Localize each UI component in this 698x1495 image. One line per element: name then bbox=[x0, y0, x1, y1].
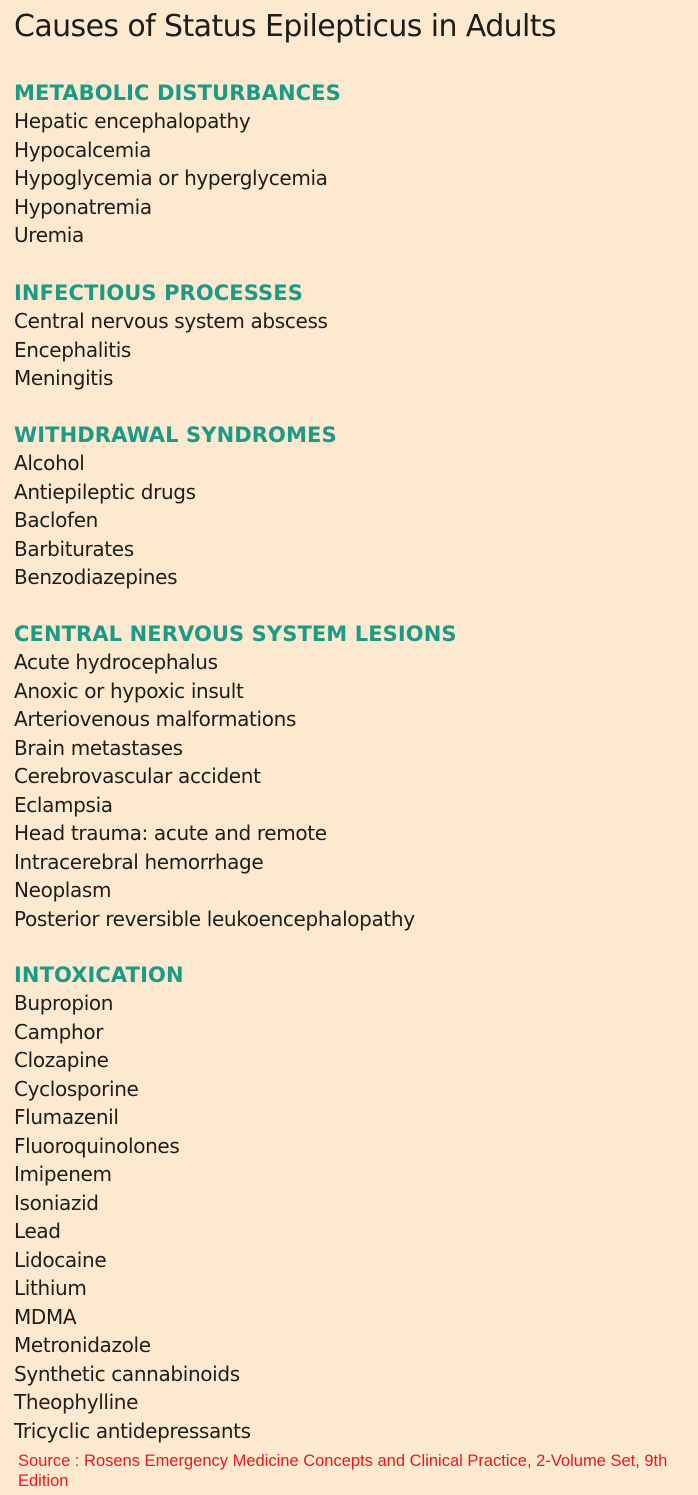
list-item: Bupropion bbox=[14, 991, 114, 1015]
section-intoxication bbox=[14, 961, 251, 1445]
section-item-list bbox=[14, 648, 457, 933]
section-infectious-processes bbox=[14, 279, 328, 393]
list-item: Neoplasm bbox=[14, 878, 112, 902]
list-item: Benzodiazepines bbox=[14, 565, 178, 589]
list-item: Synthetic cannabinoids bbox=[14, 1361, 240, 1386]
section-heading: CENTRAL NERVOUS SYSTEM LESIONS bbox=[14, 622, 457, 646]
list-item: Metronidazole bbox=[14, 1333, 151, 1357]
section-item-list bbox=[14, 307, 328, 393]
list-item: Eclampsia bbox=[14, 792, 113, 817]
section-heading: INFECTIOUS PROCESSES bbox=[14, 281, 303, 305]
list-item: Brain metastases bbox=[14, 735, 183, 760]
list-item: Arteriovenous malformations bbox=[14, 707, 297, 731]
list-item: Baclofen bbox=[14, 508, 98, 532]
list-item: Hypoglycemia or hyperglycemia bbox=[14, 166, 328, 190]
list-item: Intracerebral hemorrhage bbox=[14, 849, 264, 874]
section-item-list bbox=[14, 449, 337, 592]
list-item: Hepatic encephalopathy bbox=[14, 109, 251, 133]
section-central-nervous-system-lesions bbox=[14, 620, 457, 933]
list-item: Uremia bbox=[14, 223, 84, 247]
list-item: Lead bbox=[14, 1219, 61, 1243]
list-item: Anoxic or hypoxic insult bbox=[14, 678, 244, 703]
list-item: Isoniazid bbox=[14, 1190, 99, 1215]
list-item: Lithium bbox=[14, 1276, 87, 1300]
page-title: Causes of Status Epilepticus in Adults bbox=[14, 9, 556, 44]
list-item: Posterior reversible leukoencephalopathy bbox=[14, 906, 415, 931]
list-item: Barbiturates bbox=[14, 536, 134, 561]
list-item: Meningitis bbox=[14, 366, 114, 390]
list-item: Encephalitis bbox=[14, 337, 131, 362]
list-item: Head trauma: acute and remote bbox=[14, 821, 327, 845]
section-heading: INTOXICATION bbox=[14, 963, 184, 987]
list-item: Camphor bbox=[14, 1019, 104, 1044]
section-heading: WITHDRAWAL SYNDROMES bbox=[14, 423, 337, 447]
list-item: Imipenem bbox=[14, 1162, 112, 1186]
list-item: Clozapine bbox=[14, 1048, 109, 1072]
list-item: Cyclosporine bbox=[14, 1076, 139, 1101]
list-item: MDMA bbox=[14, 1304, 77, 1329]
list-item: Theophylline bbox=[14, 1390, 139, 1414]
section-item-list bbox=[14, 107, 341, 250]
list-item: Fluoroquinolones bbox=[14, 1133, 180, 1158]
list-item: Tricyclic antidepressants bbox=[14, 1418, 251, 1443]
section-metabolic-disturbances bbox=[14, 79, 341, 250]
list-item: Hypocalcemia bbox=[14, 137, 152, 162]
list-item: Hyponatremia bbox=[14, 194, 152, 219]
section-withdrawal-syndromes bbox=[14, 421, 337, 592]
list-item: Acute hydrocephalus bbox=[14, 650, 218, 674]
list-item: Central nervous system abscess bbox=[14, 309, 328, 333]
list-item: Alcohol bbox=[14, 451, 85, 475]
section-heading: METABOLIC DISTURBANCES bbox=[14, 81, 341, 105]
section-item-list bbox=[14, 989, 251, 1445]
list-item: Flumazenil bbox=[14, 1105, 119, 1129]
source-citation: Source : Rosens Emergency Medicine Concepts and Clinical Practice, 2-Volume Set, 9th Edition bbox=[18, 1452, 668, 1490]
list-item: Antiepileptic drugs bbox=[14, 479, 196, 504]
list-item: Cerebrovascular accident bbox=[14, 764, 261, 788]
list-item: Lidocaine bbox=[14, 1247, 107, 1272]
